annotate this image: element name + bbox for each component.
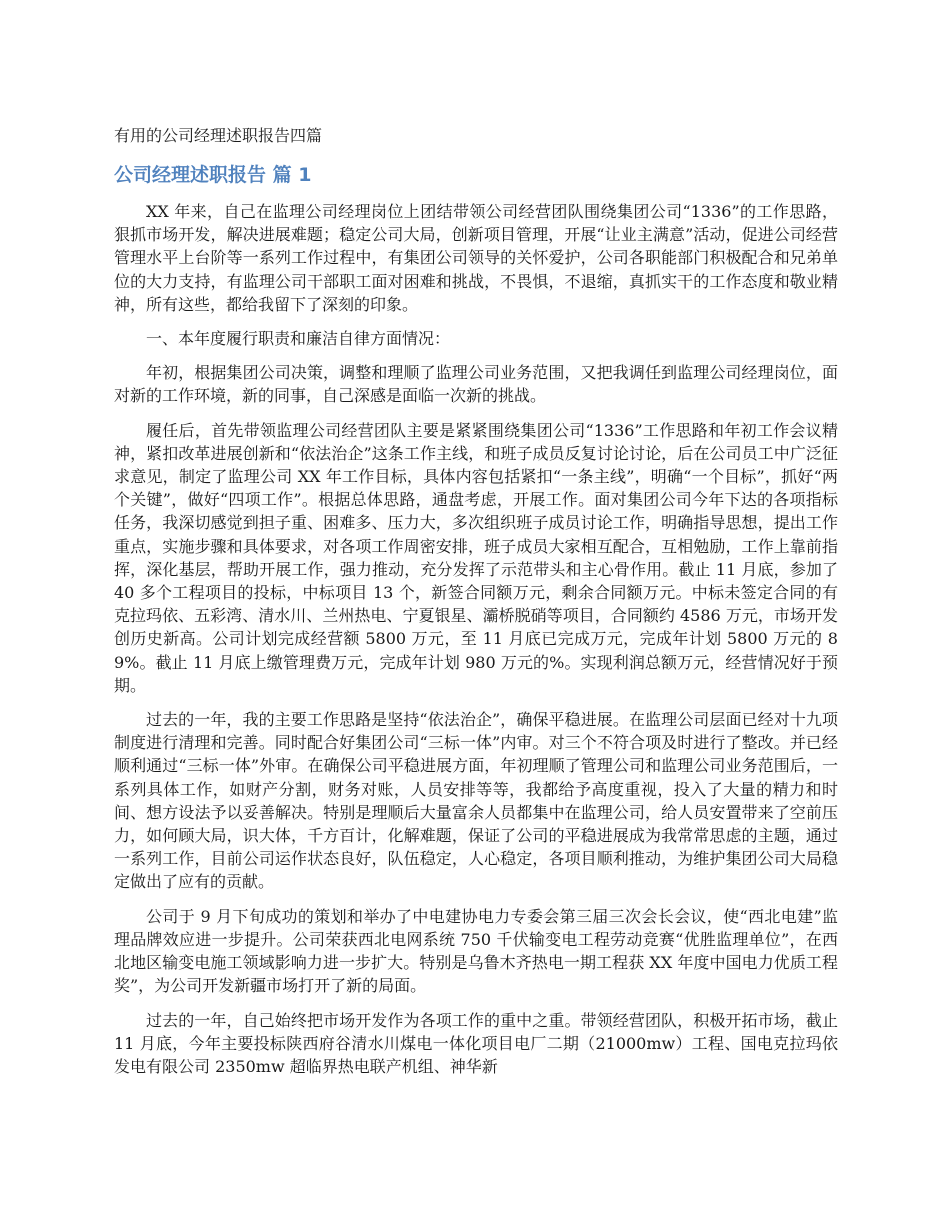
paragraph-rule-of-law: 过去的一年，我的主要工作思路是坚持“依法治企”，确保平稳进展。在监理公司层面已经对十九项制度进行清理和完善。同时配合好集团公司“三标一体”内审。对三个不符合项及时进行了整改。并已经顺利通过“三标一体”外审。在确保公司平稳进展方面，年初理顺了管理公司和监理公司业务范围后，一系列具体工作，如财产分割，财务对账，人员安排等等，我都给予高度重视，投入了大量的精力和时间、想方设法予以妥善解决。特别是理顺后大量富余人员都集中在监理公司，给人员安置带来了空前压力，如何顾大局，识大体，千方百计，化解难题，保证了公司的平稳进展成为我常常思虑的主题，通过一系列工作，目前公司运作状态良好，队伍稳定，人心稳定，各项目顺利推动，为维护集团公司大局稳定做出了应有的贡献。 [114,710,838,892]
section-heading: 公司经理述职报告 篇 1 [114,164,312,186]
paragraph-intro: XX 年来，自己在监理公司经理岗位上团结带领公司经营团队围绕集团公司“1336”的工作思路，狠抓市场开发，解决进展难题；稳定公司大局，创新项目管理，开展“让业主满意”活动，促进公司经营管理水平上台阶等一系列工作过程中，有集团公司领导的关怀爱护，公司各职能部门积极配合和兄弟单位的大力支持，有监理公司干部职工面对困难和挑战，不畏惧，不退缩，真抓实干的工作态度和敬业精神，所有这些，都给我留下了深刻的印象。 [114,202,838,314]
paragraph-market: 过去的一年，自己始终把市场开发作为各项工作的重中之重。带领经营团队，积极开拓市场，截止 11 月底，今年主要投标陕西府谷清水川煤电一体化项目电厂二期（21000mw）工程、国电克拉玛依发电有限公司 2350mw 超临界热电联产机组、神华新 [114,1010,838,1076]
paragraph-new-role: 年初，根据集团公司决策，调整和理顺了监理公司业务范围，又把我调任到监理公司经理岗位，面对新的工作环境，新的同事，自己深感是面临一次新的挑战。 [114,363,838,406]
paragraph-work-plan: 履任后，首先带领监理公司经营团队主要是紧紧围绕集团公司“1336”工作思路和年初工作会议精神，紧扣改革进展创新和“依法治企”这条工作主线，和班子成员反复讨论讨论，后在公司员工中广泛征求意见，制定了监理公司 XX 年工作目标，具体内容包括紧扣“一条主线”，明确“一个目标”，抓好“两个关键”，做好“四项工作”。根据总体思路，通盘考虑，开展工作。面对集团公司今年下达的各项指标任务，我深切感觉到担子重、困难多、压力大，多次组织班子成员讨论工作，明确指导思想，提出工作重点，实施步骤和具体要求，对各项工作周密安排，班子成员大家相互配合，互相勉励，工作上靠前指挥，深化基层，帮助开展工作，强力推动，充分发挥了示范带头和主心骨作用。截止 11 月底，参加了 40 多个工程项目的投标，中标项目 13 个，新签合同额万元，剩余合同额万元。中标未签定合同的有克拉玛依、五彩湾、清水川、兰州热电、宁夏银星、灞桥脱硝等项目，合同额约 4586 万元，市场开发创历史新高。公司计划完成经营额 5800 万元，至 11 月底已完成万元，完成年计划 5800 万元的 89%。截止 11 月底上缴管理费万元，完成年计划 980 万元的%。实现利润总额万元，经营情况好于预期。 [114,420,838,695]
paragraph-section-one-title: 一、本年度履行职责和廉洁自律方面情况： [146,329,451,349]
document-title: 有用的公司经理述职报告四篇 [114,126,323,145]
paragraph-brand: 公司于 9 月下旬成功的策划和举办了中电建协电力专委会第三届三次会长会议，使“西北电建”监理品牌效应进一步提升。公司荣获西北电网系统 750 千伏输变电工程劳动竞赛“优胜监理单位”，在西北地区输变电施工领域影响力进一步扩大。特别是乌鲁木齐热电一期工程获 XX 年度中国电力优质工程奖”，为公司开发新疆市场打开了新的局面。 [114,906,838,996]
